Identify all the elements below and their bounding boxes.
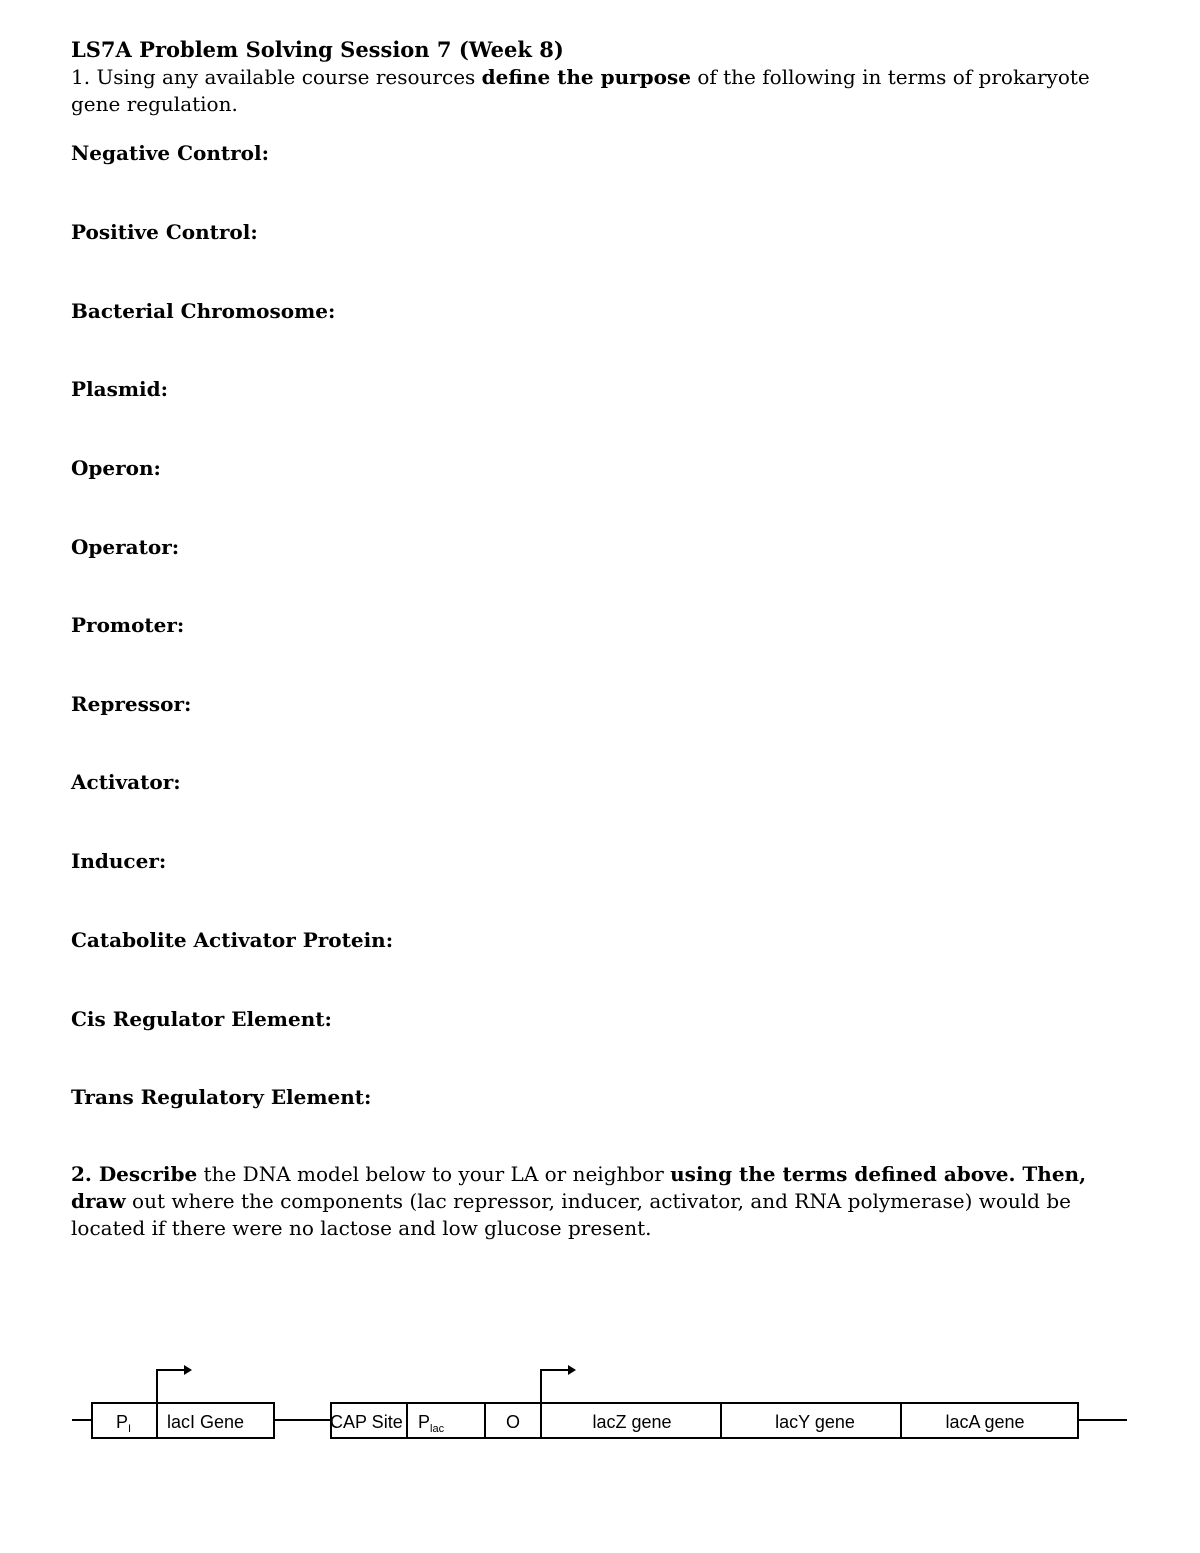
plac-arrowhead-icon	[568, 1365, 576, 1375]
term-inducer: Inducer:	[71, 849, 167, 873]
term-trans-regulatory-element: Trans Regulatory Element:	[71, 1085, 372, 1109]
pi-transcription-arrow-icon	[157, 1370, 184, 1403]
plac-label: $P_{lac}$	[418, 1412, 445, 1435]
term-operon: Operon:	[71, 456, 161, 480]
question-2-text-2: out where the components (lac repressor, inducer, activator, and RNA polymerase) would be located if there were no lactose and low glucose present.	[71, 1189, 1071, 1240]
lacy-gene-label: lacY gene	[775, 1412, 855, 1432]
lacz-gene-label: lacZ gene	[592, 1412, 672, 1432]
laca-gene-label: lacA gene	[945, 1412, 1025, 1432]
question-1-suffix: of the following in terms of prokaryote gene regulation.	[71, 65, 1090, 116]
term-plasmid: Plasmid:	[71, 377, 168, 401]
question-1-prefix: 1. Using any available course resources	[71, 65, 482, 89]
term-cis-regulator-element: Cis Regulator Element:	[71, 1007, 332, 1031]
question-1	[71, 64, 1141, 118]
term-catabolite-activator-protein: Catabolite Activator Protein:	[71, 928, 394, 952]
question-1-emphasis: define the purpose	[481, 65, 691, 89]
question-2-emphasis: using the terms defined above. Then, draw	[71, 1162, 1087, 1213]
term-operator: Operator:	[71, 535, 180, 559]
plac-transcription-arrow-icon	[541, 1370, 568, 1403]
term-repressor: Repressor:	[71, 692, 192, 716]
question-2	[71, 1161, 1131, 1242]
question-2-lead: 2. Describe	[71, 1162, 198, 1186]
operator-label: O	[505, 1412, 521, 1432]
question-2-text-1: the DNA model below to your LA or neighbor	[197, 1162, 671, 1186]
laci-gene-label: lacI Gene	[167, 1412, 245, 1432]
pi-label: $P_I$	[116, 1412, 132, 1435]
lac-operon-diagram	[0, 1355, 1200, 1465]
term-negative-control: Negative Control:	[71, 141, 269, 165]
pi-arrowhead-icon	[184, 1365, 192, 1375]
term-positive-control: Positive Control:	[71, 220, 258, 244]
term-bacterial-chromosome: Bacterial Chromosome:	[71, 299, 336, 323]
term-promoter: Promoter:	[71, 613, 185, 637]
page-title: LS7A Problem Solving Session 7 (Week 8)	[71, 37, 564, 62]
cap-site-label: CAP Site	[330, 1412, 403, 1432]
term-activator: Activator:	[71, 770, 181, 794]
